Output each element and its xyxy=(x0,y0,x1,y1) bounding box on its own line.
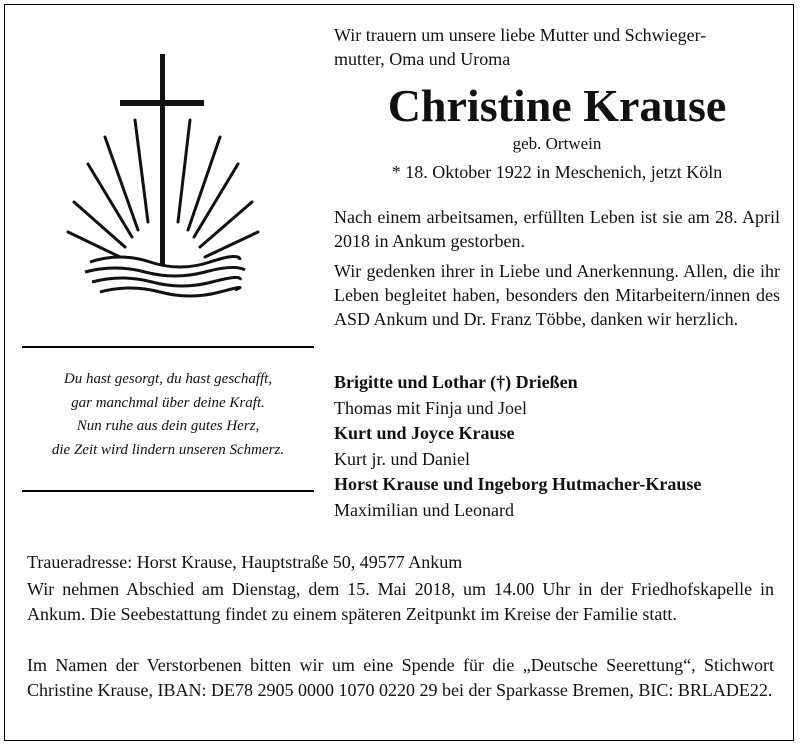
family-sub: Kurt jr. und Daniel xyxy=(334,448,470,469)
birth-info: * 18. Oktober 1922 in Meschenich, jetzt Köln xyxy=(391,162,723,182)
intro-line: Wir trauern um unsere liebe Mutter und Schwieger- xyxy=(334,25,707,45)
poem-line: gar manchmal über deine Kraft. xyxy=(71,394,265,411)
mourning-address: Traueradresse: Horst Krause, Hauptstraße 50, 49577 Ankum xyxy=(27,552,463,572)
cross-sunrise-icon xyxy=(60,52,270,302)
intro-line: mutter, Oma und Uroma xyxy=(334,49,511,70)
donation-paragraph: Im Namen der Verstorbenen bitten wir um eine Spende für die „Deutsche Seerettung“, Stichwort Christine Krause, IBAN: DE78 2905 0000 1070 0220 29 bei der Sparkasse Bremen, BIC: BRLADE22. xyxy=(27,655,774,700)
poem-line: die Zeit wird lindern unseren Schmerz. xyxy=(51,441,285,458)
thanks-paragraph: Wir gedenken ihrer in Liebe und Anerkennung. Allen, die ihr Leben begleitet haben, besonders den Mitarbeitern/innen des ASD Ankum und Dr. Franz Többe, danken wir herzlich. xyxy=(334,261,780,330)
death-paragraph: Nach einem arbeitsamen, erfüllten Leben ist sie am 28. April 2018 in Ankum gestorben. xyxy=(334,207,780,252)
family-sub: Maximilian und Leonard xyxy=(334,499,514,520)
poem-bottom-rule xyxy=(22,490,314,492)
intro-text xyxy=(334,23,780,71)
poem-top-rule xyxy=(22,346,314,348)
family-sub: Thomas mit Finja und Joel xyxy=(334,397,527,418)
poem-line: Du hast gesorgt, du hast geschafft, xyxy=(63,371,273,387)
family-head: Brigitte und Lothar (†) Drießen xyxy=(334,372,578,392)
family-list xyxy=(334,370,780,523)
farewell-paragraph: Wir nehmen Abschied am Dienstag, dem 15. Mai 2018, um 14.00 Uhr in der Friedhofskapelle in Ankum. Die Seebestattung findet zu einem späteren Zeitpunkt im Kreise der Familie statt. xyxy=(27,579,774,624)
poem-line: Nun ruhe aus dein gutes Herz, xyxy=(76,418,260,434)
poem xyxy=(22,368,314,462)
family-head: Horst Krause und Ingeborg Hutmacher-Krause xyxy=(334,474,702,494)
maiden-name: geb. Ortwein xyxy=(512,134,602,153)
family-head: Kurt und Joyce Krause xyxy=(334,423,515,443)
deceased-name: Christine Krause xyxy=(387,80,727,131)
